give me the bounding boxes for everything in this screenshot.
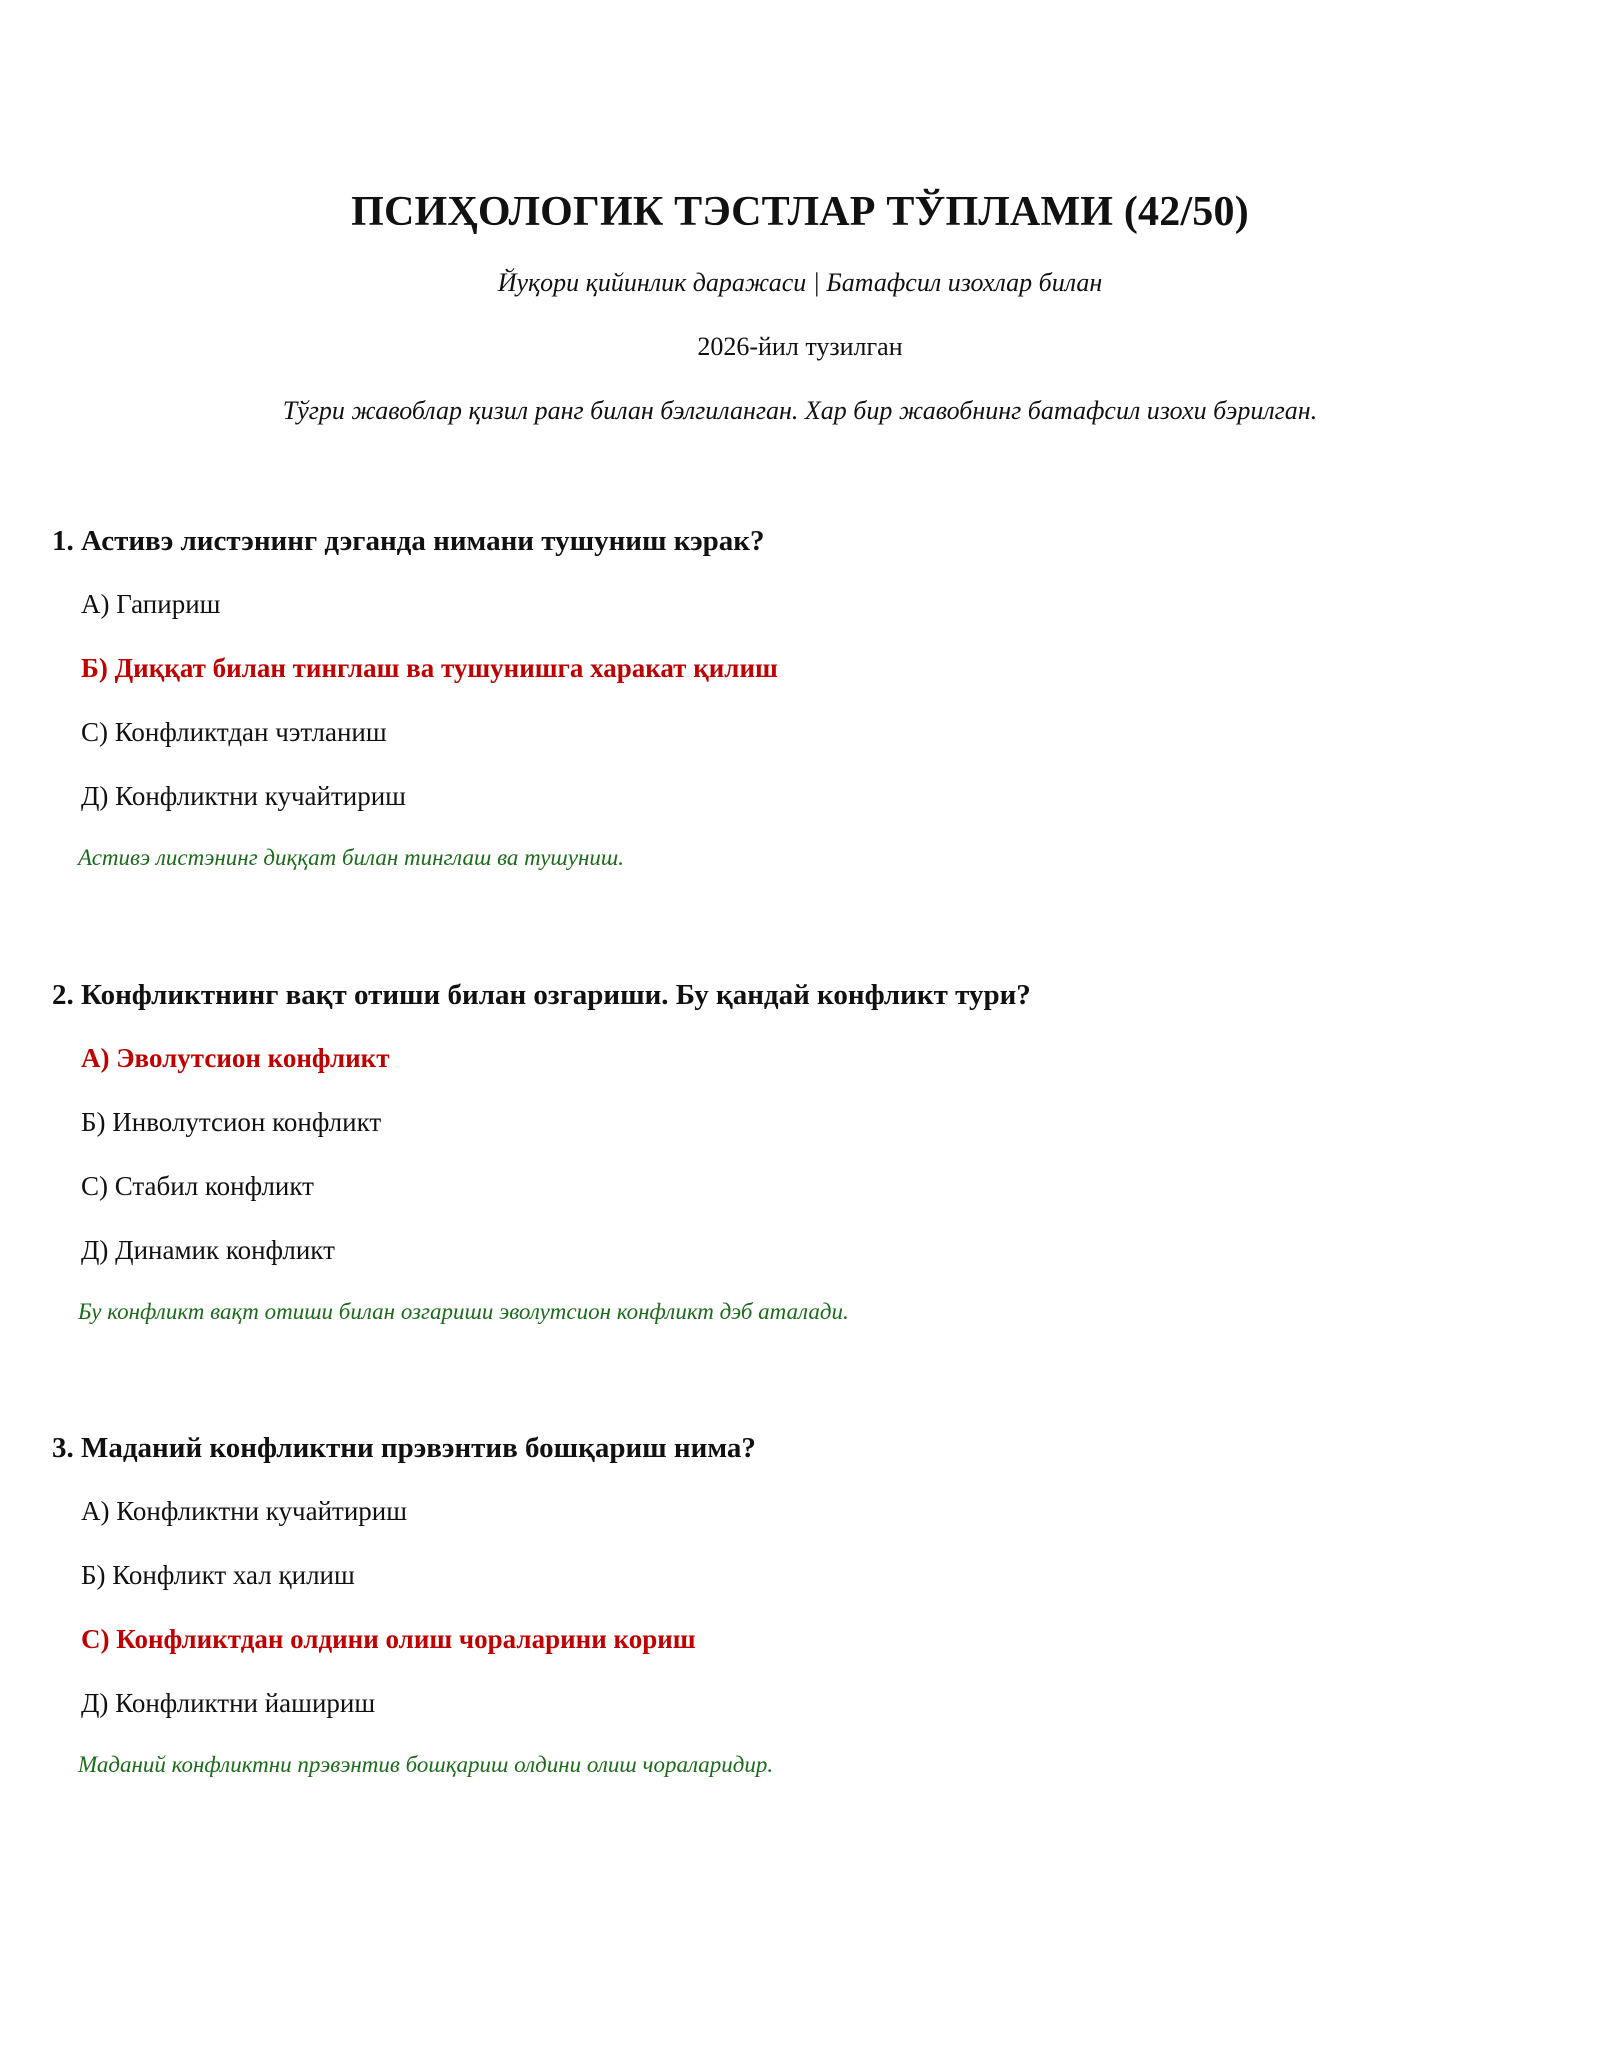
document-title: ПСИҲОЛОГИК ТЭСТЛАР ТЎПЛАМИ (42/50) (351, 189, 1249, 235)
document-subtitle: Йуқори қийинлик даражаси | Батафсил изохлар билан (497, 268, 1103, 297)
answer-option: Д) Динамик конфликт (81, 1235, 335, 1265)
correct-answer-option: С) Конфликтдан олдини олиш чораларини кориш (81, 1624, 696, 1654)
answer-explanation: Маданий конфликтни прэвэнтив бошқариш олдини олиш чораларидир. (78, 1752, 774, 1777)
answer-option: Д) Конфликтни йашириш (81, 1688, 376, 1718)
answer-option: Б) Конфликт хал қилиш (81, 1560, 355, 1590)
document-date: 2026-йил тузилган (697, 332, 903, 361)
question-text: 2. Конфликтнинг вақт отиши билан озгариши. Бу қандай конфликт тури? (52, 979, 1031, 1011)
document-note: Тўгри жавоблар қизил ранг билан бэлгиланган. Хар бир жавобнинг батафсил изохи бэрилган. (282, 396, 1318, 425)
answer-option: А) Конфликтни кучайтириш (81, 1496, 408, 1526)
correct-answer-option: А) Эволутсион конфликт (81, 1043, 390, 1073)
question-text: 1. Астивэ листэнинг дэганда нимани тушуниш кэрак? (52, 525, 765, 557)
correct-answer-option: Б) Диққат билан тинглаш ва тушунишга харакат қилиш (81, 653, 778, 683)
question-text: 3. Маданий конфликтни прэвэнтив бошқариш нима? (52, 1432, 756, 1464)
answer-option: С) Стабил конфликт (81, 1171, 314, 1201)
answer-explanation: Астивэ листэнинг диққат билан тинглаш ва тушуниш. (78, 845, 625, 870)
answer-option: Б) Инволутсион конфликт (81, 1107, 382, 1137)
question-block (52, 976, 1552, 1328)
question-block (52, 1429, 1552, 1781)
document-header (0, 186, 1600, 425)
answer-explanation: Бу конфликт вақт отиши билан озгариши эволутсион конфликт дэб аталади. (78, 1299, 849, 1324)
answer-option: С) Конфликтдан чэтланиш (81, 717, 387, 747)
answer-option: А) Гапириш (81, 589, 221, 619)
question-block (52, 522, 1552, 874)
answer-option: Д) Конфликтни кучайтириш (81, 781, 406, 811)
